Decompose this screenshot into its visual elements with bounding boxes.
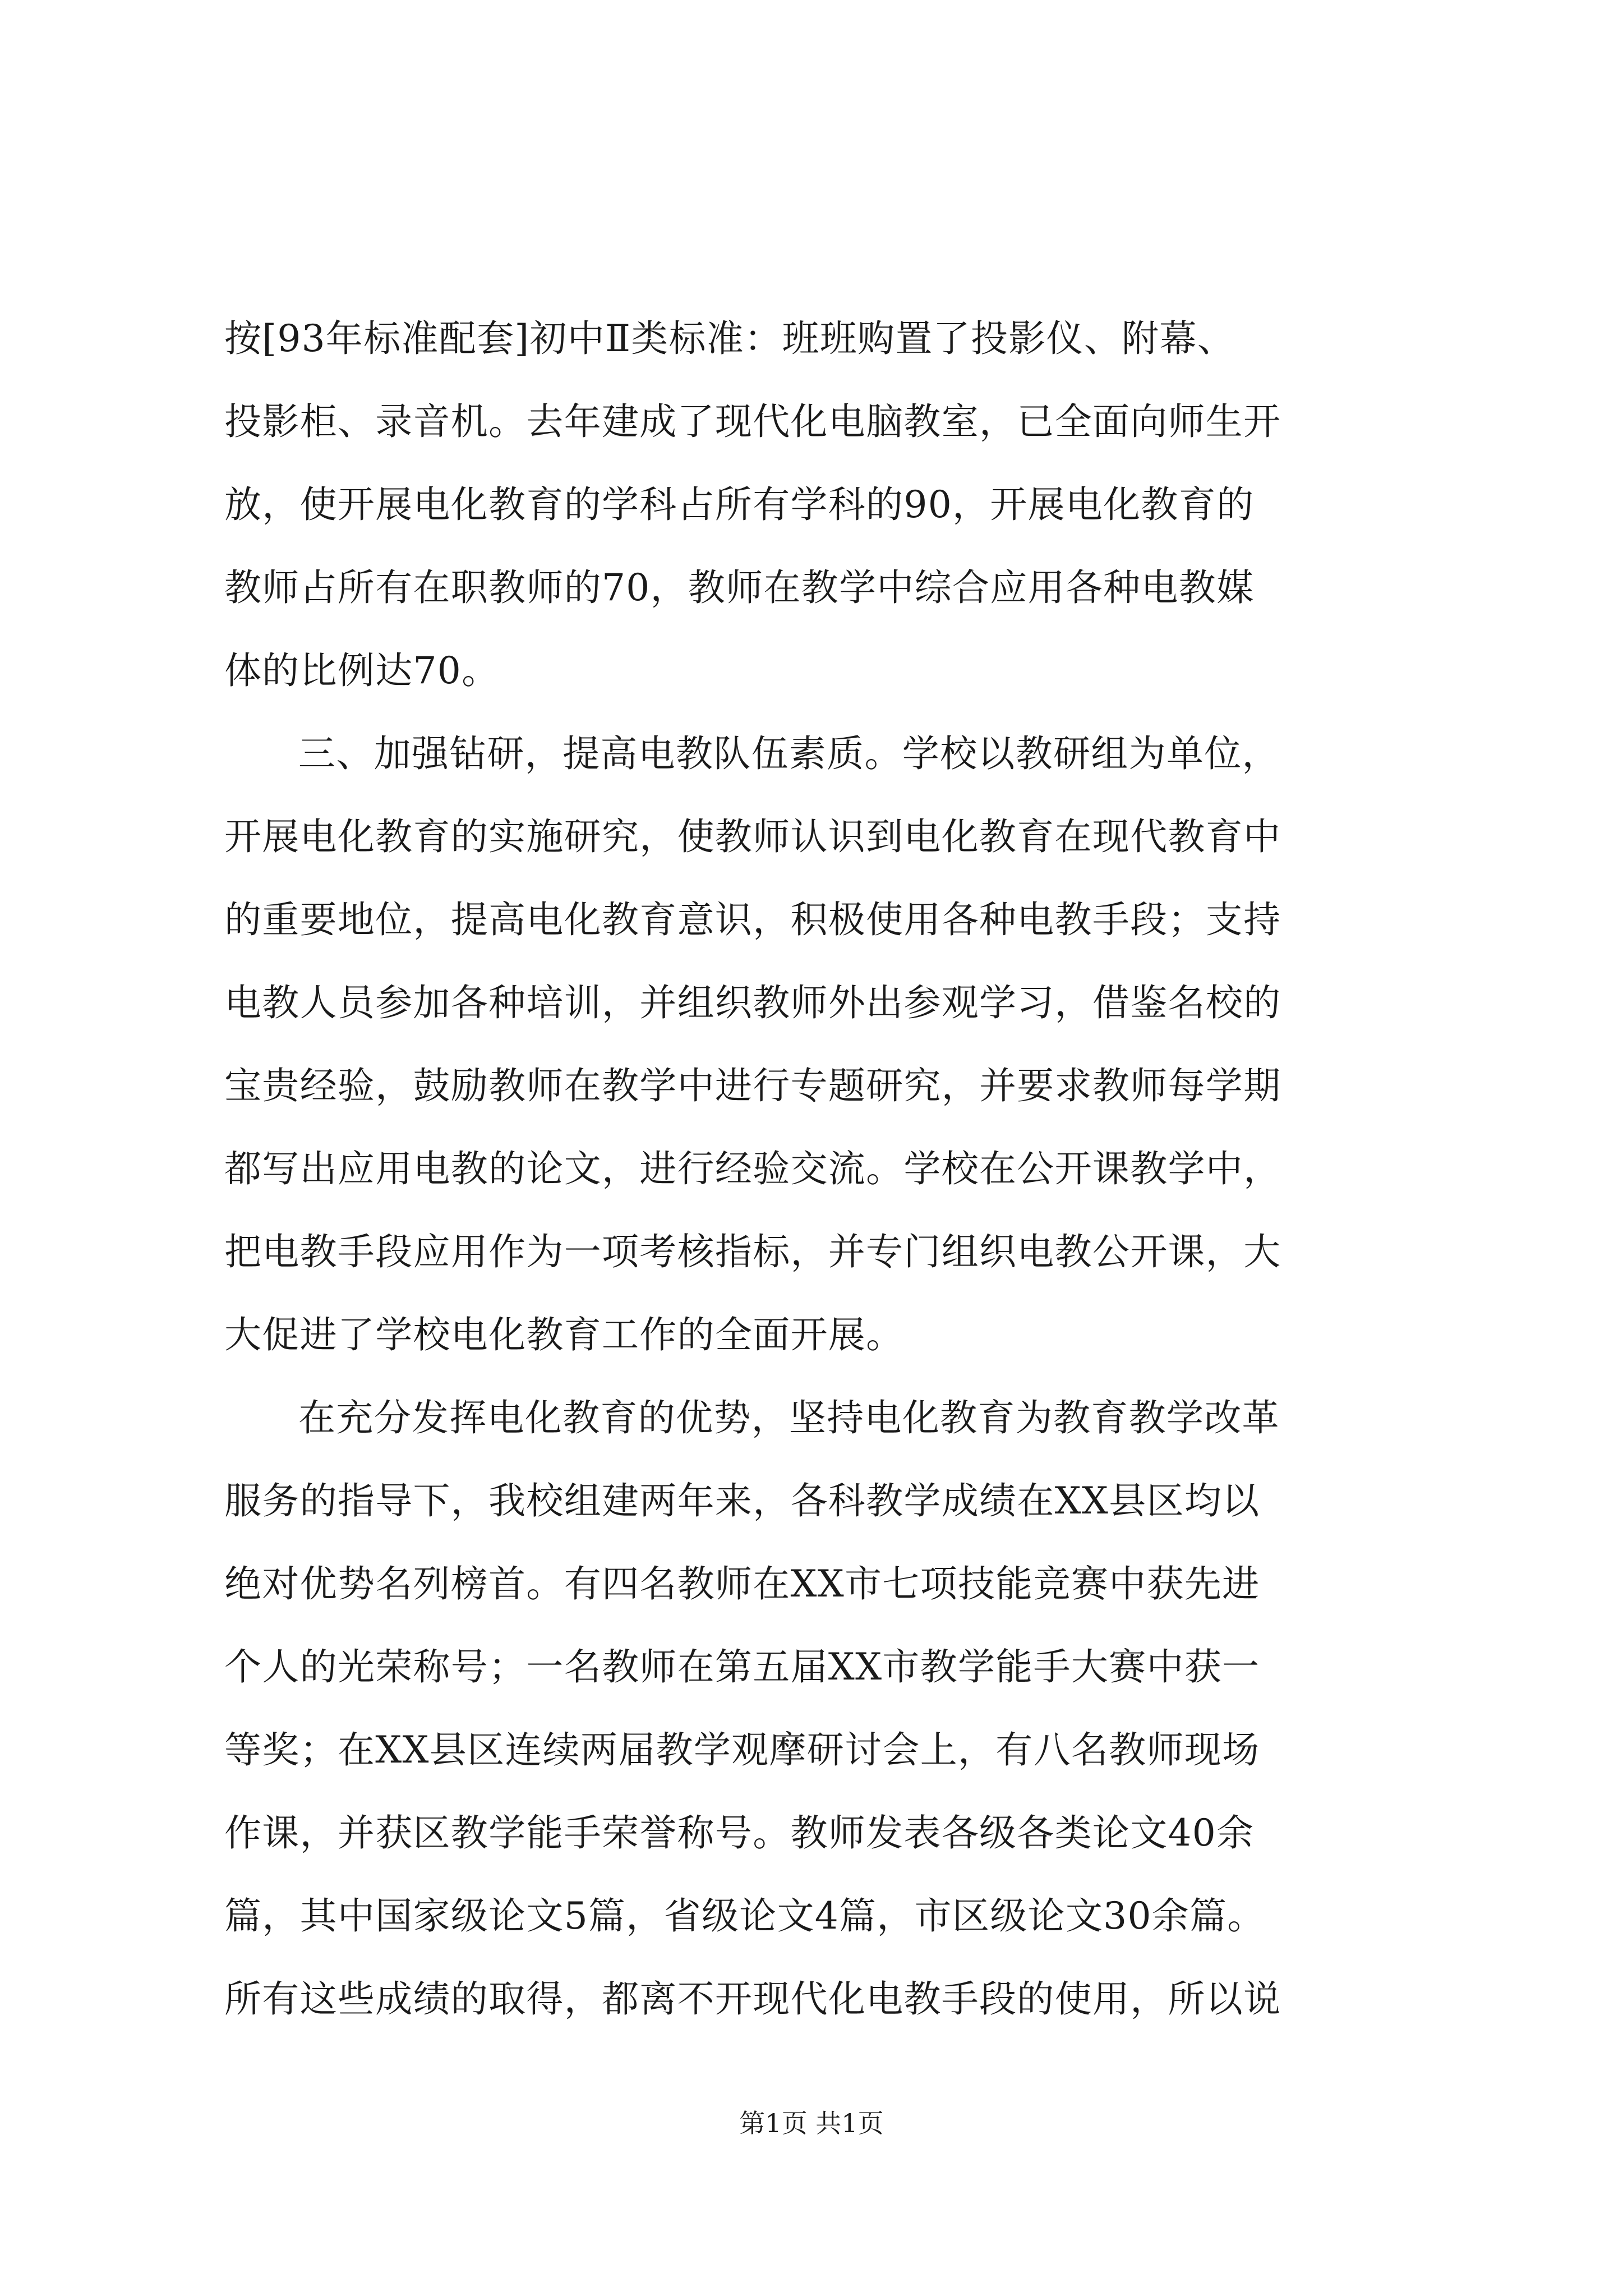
- paragraph-line: 投影柜、录音机。去年建成了现代化电脑教室，已全面向师生开: [224, 400, 1281, 443]
- paragraph-first-line: 三、加强钻研，提高电教队伍素质。学校以教研组为单位，: [298, 732, 1280, 775]
- paragraph-line: 体的比例达70。: [224, 649, 500, 692]
- paragraph-line: 服务的指导下，我校组建两年来，各科教学成绩在XX县区均以: [224, 1479, 1260, 1522]
- document-body: [224, 297, 1419, 2041]
- paragraph-line: 宝贵经验，鼓励教师在教学中进行专题研究，并要求教师每学期: [224, 1064, 1281, 1107]
- paragraph-line: 绝对优势名列榜首。有四名教师在XX市七项技能竞赛中获先进: [224, 1562, 1260, 1605]
- paragraph-line: 放，使开展电化教育的学科占所有学科的90，开展电化教育的: [224, 483, 1255, 526]
- paragraph-line: 都写出应用电教的论文，进行经验交流。学校在公开课教学中，: [224, 1147, 1281, 1190]
- paragraph-line: 等奖；在XX县区连续两届教学观摩研讨会上，有八名教师现场: [224, 1728, 1260, 1772]
- paragraph-line: 所有这些成绩的取得，都离不开现代化电教手段的使用，所以说: [224, 1977, 1281, 2021]
- page-number-label: 第1页 共1页: [739, 2108, 884, 2138]
- paragraph-line: 大促进了学校电化教育工作的全面开展。: [224, 1313, 904, 1356]
- paragraph-line: 的重要地位，提高电化教育意识，积极使用各种电教手段；支持: [224, 898, 1281, 941]
- paragraph-line: 开展电化教育的实施研究，使教师认识到电化教育在现代教育中: [224, 815, 1281, 858]
- paragraph-line: 个人的光荣称号；一名教师在第五届XX市教学能手大赛中获一: [224, 1645, 1260, 1688]
- paragraph-line: 按[93年标准配套]初中Ⅱ类标准：班班购置了投影仪、附幕、: [224, 317, 1235, 360]
- paragraph-line: 把电教手段应用作为一项考核指标，并专门组织电教公开课，大: [224, 1230, 1281, 1273]
- paragraph-line: 作课，并获区教学能手荣誉称号。教师发表各级各类论文40余: [224, 1811, 1255, 1855]
- paragraph-line: 教师占所有在职教师的70，教师在教学中综合应用各种电教媒: [224, 566, 1255, 609]
- paragraph-line: 电教人员参加各种培训，并组织教师外出参观学习，借鉴名校的: [224, 981, 1281, 1024]
- paragraph-first-line: 在充分发挥电化教育的优势，坚持电化教育为教育教学改革: [298, 1396, 1280, 1439]
- page-footer: [0, 2106, 1623, 2140]
- paragraph-line: 篇，其中国家级论文5篇，省级论文4篇，市区级论文30余篇。: [224, 1894, 1265, 1938]
